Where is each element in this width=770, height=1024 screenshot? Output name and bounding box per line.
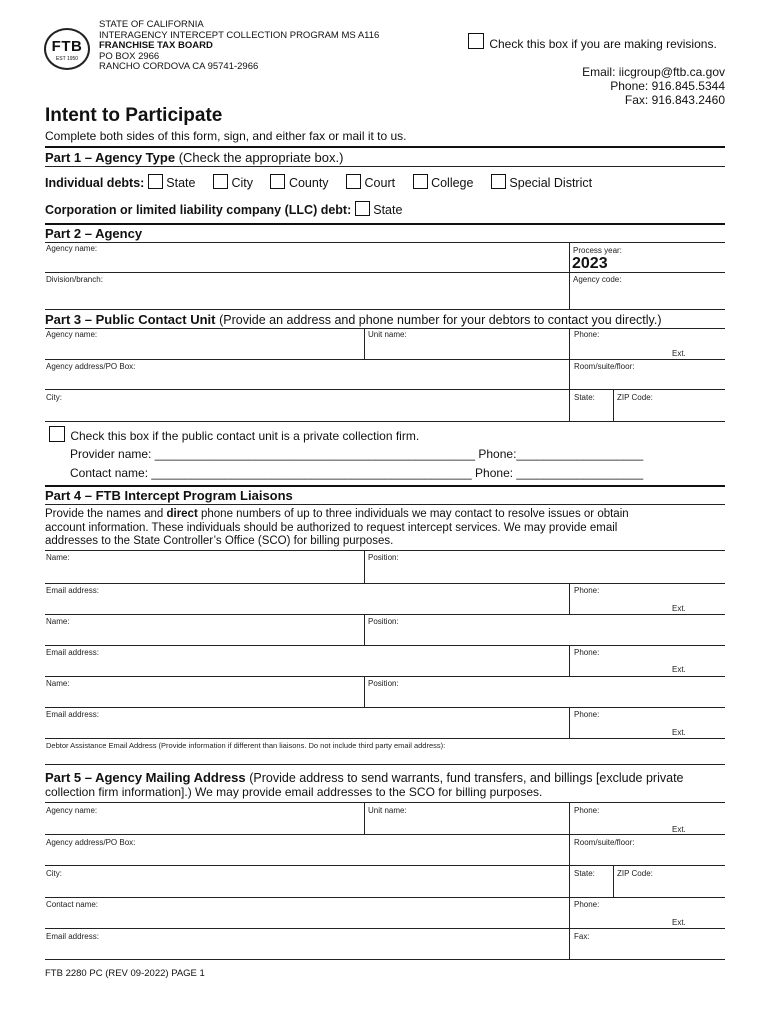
contact-fax: Fax: 916.843.2460 [624,93,725,107]
agency-name-label: Agency name: [46,244,98,253]
liaison3-position-label: Position: [368,679,399,688]
option-county: County [288,176,329,190]
debtor-email-label: Debtor Assistance Email Address (Provide information if different than liaisons. Do not include third party email address): [46,741,446,750]
division-label: Division/branch: [46,275,103,284]
part1-title: Part 1 – Agency Type [45,150,176,165]
liaison2-name-label: Name: [46,617,70,626]
checkbox-county[interactable] [270,174,285,189]
divider [45,359,725,360]
instructions: Complete both sides of this form, sign, and either fax or mail it to us. [45,129,407,143]
divider [45,583,725,584]
liaison1-ext-label: Ext. [672,604,686,613]
divider [45,223,725,225]
option-college: College [431,176,474,190]
p3-room-label: Room/suite/floor: [574,362,635,371]
address-line: FRANCHISE TAX BOARD [99,40,213,51]
contact-email: Email: iicgroup@ftb.ca.gov [582,65,725,79]
divider [45,764,725,765]
p5-room-label: Room/suite/floor: [574,838,635,847]
liaison2-phone-label: Phone: [574,648,600,657]
divider [45,614,725,615]
p3-ext-label: Ext. [672,349,686,358]
contact-line[interactable]: Contact name: ________________________________________________ Phone: ___________________ [70,466,644,480]
option-corp-state: State [373,203,403,217]
liaison2-ext-label: Ext. [672,665,686,674]
p5-ext-label: Ext. [672,825,686,834]
agency-address-block [99,20,379,73]
part3-title: Part 3 – Public Contact Unit [45,312,216,327]
divider [45,146,725,148]
logo-text: FTB [51,38,83,55]
liaison1-phone-label: Phone: [574,586,600,595]
divider [364,676,365,707]
p5-address-label: Agency address/PO Box: [46,838,136,847]
p3-city-label: City: [46,393,62,402]
revision-checkbox-label: Check this box if you are making revisions. [489,37,717,51]
p5-unit-name-label: Unit name: [368,806,407,815]
divider [45,309,725,310]
private-firm-checkbox[interactable] [49,426,65,442]
option-state: State [166,176,196,190]
contact-phone: Phone: 916.845.5344 [610,79,725,93]
intro-text: Provide the names and [45,508,167,520]
divider [569,328,570,421]
checkbox-special-district[interactable] [491,174,506,189]
divider [45,485,725,487]
checkbox-college[interactable] [413,174,428,189]
liaison1-name-label: Name: [46,553,70,562]
p5-zip-label: ZIP Code: [617,869,653,878]
divider [45,242,725,243]
option-city: City [231,176,253,190]
part3-note: (Provide an address and phone number for your debtors to contact you directly.) [219,313,662,327]
divider [569,707,570,738]
part1-note: (Check the appropriate box.) [178,150,344,165]
part5-title: Part 5 – Agency Mailing Address [45,770,246,785]
divider [45,645,725,646]
part1-heading [45,151,343,165]
liaison1-email-label: Email address: [46,586,99,595]
part4-intro-line1 [45,508,730,522]
divider [45,707,725,708]
p5-state-label: State: [574,869,595,878]
address-line: RANCHO CORDOVA CA 95741-2966 [99,61,259,72]
intro-bold: direct [166,508,198,520]
p3-zip-label: ZIP Code: [617,393,653,402]
ftb-logo [44,28,90,70]
address-line: STATE OF CALIFORNIA [99,19,204,30]
intro-text: phone numbers of up to three individuals we may contact to resolve issues or obtain [197,508,629,520]
individual-debts-row [45,174,598,190]
logo-est: EST 1950 [55,56,79,62]
divider [45,802,725,803]
divider [364,328,365,359]
liaison3-email-label: Email address: [46,710,99,719]
part4-intro-line2: account information. These individuals should be authorized to request intercept services. We may provide email [45,521,618,534]
page-title: Intent to Participate [45,105,223,126]
part5-note-line2: collection firm information].) We may provide email addresses to the SCO for billing purposes. [45,785,543,799]
liaison2-email-label: Email address: [46,648,99,657]
part4-intro [45,508,730,549]
revision-checkbox[interactable] [468,33,484,49]
provider-line[interactable]: Provider name: ________________________________________________ Phone:___________________ [70,447,644,461]
p5-contact-label: Contact name: [46,900,99,909]
divider [569,802,570,959]
divider [45,504,725,505]
part5-note: (Provide address to send warrants, fund transfers, and billings [exclude private [249,771,684,785]
divider [45,834,725,835]
p3-state-label: State: [574,393,595,402]
p3-unit-name-label: Unit name: [368,330,407,339]
divider [45,865,725,866]
option-special-district: Special District [509,176,593,190]
divider [45,421,725,422]
agency-code-label: Agency code: [573,275,622,284]
divider [364,550,365,583]
liaison2-position-label: Position: [368,617,399,626]
p5-phone2-label: Phone: [574,900,600,909]
p5-phone-label: Phone: [574,806,600,815]
divider [45,676,725,677]
divider [45,272,725,273]
private-firm-label: Check this box if the public contact unit is a private collection firm. [70,429,420,443]
p5-agency-name-label: Agency name: [46,806,98,815]
divider [45,166,725,167]
divider [45,928,725,929]
divider [613,865,614,897]
process-year-label: Process year: [573,246,622,255]
divider [45,897,725,898]
address-line: INTERAGENCY INTERCEPT COLLECTION PROGRAM MS A116 [99,29,380,41]
p5-city-label: City: [46,869,62,878]
part3-heading [45,313,661,327]
corp-debts-label: Corporation or limited liability company (LLC) debt: [45,203,352,217]
address-line: PO BOX 2966 [99,50,160,62]
divider [569,583,570,614]
p3-phone-label: Phone: [574,330,600,339]
checkbox-state[interactable] [148,174,163,189]
footer-form-id: FTB 2280 PC (REV 09-2022) PAGE 1 [45,968,205,979]
liaison3-phone-label: Phone: [574,710,600,719]
p3-agency-name-label: Agency name: [46,330,98,339]
checkbox-court[interactable] [346,174,361,189]
liaison1-position-label: Position: [368,553,399,562]
part5-heading [45,771,684,785]
private-firm-row [49,426,419,443]
liaison3-name-label: Name: [46,679,70,688]
p5-ext2-label: Ext. [672,918,686,927]
checkbox-city[interactable] [213,174,228,189]
divider [569,242,570,309]
corp-debts-row [45,201,402,217]
divider [569,645,570,676]
contact-info [582,65,725,107]
process-year-value: 2023 [572,255,608,272]
part4-intro-line3: addresses to the State Controller’s Office (SCO) for billing purposes. [45,535,394,547]
checkbox-corp-state[interactable] [355,201,370,216]
option-court: Court [364,176,396,190]
individual-debts-label: Individual debts: [45,176,145,190]
divider [613,389,614,421]
divider [45,328,725,329]
divider [45,550,725,551]
part2-heading: Part 2 – Agency [45,226,143,241]
divider [45,738,725,739]
revision-row [468,33,717,51]
divider [45,389,725,390]
p5-fax-label: Fax: [574,932,590,941]
divider [364,802,365,834]
p5-email-label: Email address: [46,932,99,941]
liaison3-ext-label: Ext. [672,728,686,737]
part4-heading: Part 4 – FTB Intercept Program Liaisons [45,488,293,503]
p3-address-label: Agency address/PO Box: [46,362,136,371]
divider [364,614,365,645]
divider [45,959,725,960]
